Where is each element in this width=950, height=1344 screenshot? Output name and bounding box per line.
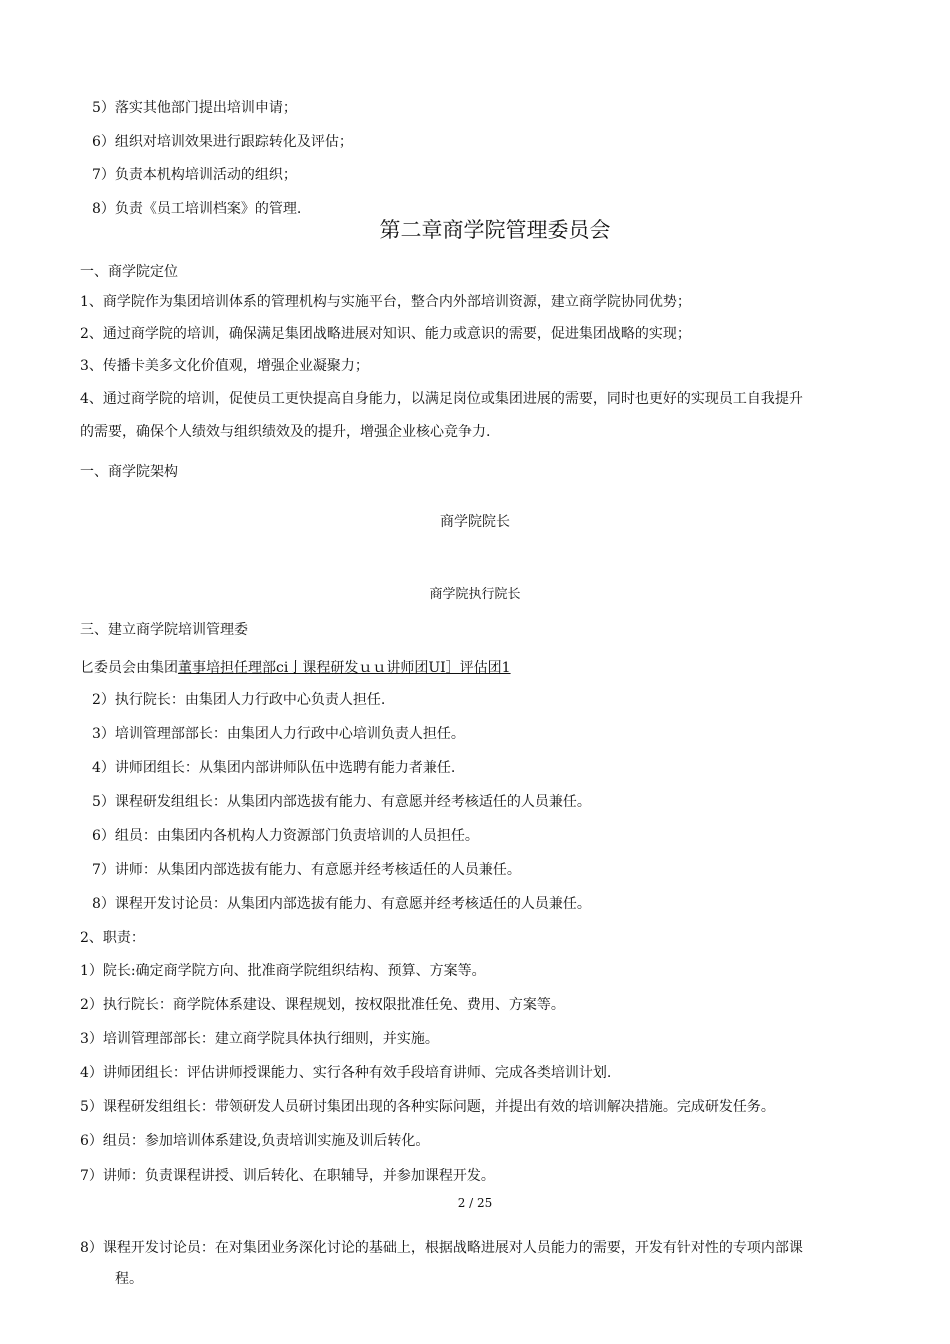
duties-heading: 2、职责： — [80, 930, 145, 946]
list-item: 7）讲师：负责课程讲授、训后转化、在职辅导，并参加课程开发。 — [80, 1168, 495, 1184]
list-item: 6）组员：由集团内各机构人力资源部门负责培训的人员担任。 — [92, 828, 479, 844]
list-item: 3）培训管理部部长：由集团人力行政中心培训负责人担任。 — [92, 726, 465, 742]
chapter-title: 第二章商学院管理委员会 — [379, 218, 611, 242]
list-item: 6）组织对培训效果进行跟踪转化及评估； — [92, 134, 353, 150]
list-item: 4）讲师团组长：评估讲师授课能力、实行各种有效手段培育讲师、完成各类培训计划. — [80, 1065, 612, 1081]
list-item: 7）负责本机构培训活动的组织； — [92, 167, 297, 183]
garbled-prefix: 匕委员会由集团 — [80, 660, 178, 676]
list-item: 8）负责《员工培训档案》的管理. — [92, 201, 302, 217]
list-item: 5）落实其他部门提出培训申请； — [92, 100, 297, 116]
paragraph-line: 1、商学院作为集团培训体系的管理机构与实施平台，整合内外部培训资源，建立商学院协同优势； — [80, 294, 691, 310]
org-chart-top-node: 商学院院长 — [440, 514, 510, 530]
list-item: 3）培训管理部部长：建立商学院具体执行细则，并实施。 — [80, 1031, 439, 1047]
org-chart-second-node: 商学院执行院长 — [429, 587, 521, 602]
garbled-underlined: 董事培担任理部ci亅课程研发ｕｕ讲师团UI］评估团1 — [178, 660, 511, 676]
garbled-line — [80, 658, 511, 678]
list-item: 2）执行院长：由集团人力行政中心负责人担任. — [92, 692, 386, 708]
list-item: 6）组员：参加培训体系建设,负责培训实施及训后转化。 — [80, 1133, 430, 1149]
list-item: 8）课程开发讨论员：从集团内部选拔有能力、有意愿并经考核适任的人员兼任。 — [92, 896, 591, 912]
list-item: 2）执行院长：商学院体系建设、课程规划，按权限批准任免、费用、方案等。 — [80, 997, 565, 1013]
paragraph-line: 程。 — [115, 1271, 143, 1287]
paragraph-line: 4、通过商学院的培训，促使员工更快提高自身能力，以满足岗位或集团进展的需要，同时也更好的实现员工自我提升 — [80, 391, 803, 407]
list-item: 7）讲师：从集团内部选拔有能力、有意愿并经考核适任的人员兼任。 — [92, 862, 521, 878]
section-heading: 一、商学院定位 — [80, 264, 178, 280]
paragraph-line: 3、传播卡美多文化价值观，增强企业凝聚力； — [80, 358, 369, 374]
page-number: 2 / 25 — [457, 1196, 493, 1210]
list-item: 1）院长:确定商学院方向、批准商学院组织结构、预算、方案等。 — [80, 963, 486, 979]
list-item: 5）课程研发组组长：从集团内部选拔有能力、有意愿并经考核适任的人员兼任。 — [92, 794, 591, 810]
list-item: 5）课程研发组组长：带领研发人员研讨集团出现的各种实际问题，并提出有效的培训解决措施。完成研发任务。 — [80, 1099, 775, 1115]
list-item: 4）讲师团组长：从集团内部讲师队伍中选聘有能力者兼任. — [92, 760, 456, 776]
paragraph-line: 的需要，确保个人绩效与组织绩效及的提升，增强企业核心竞争力. — [80, 424, 491, 440]
paragraph-line: 2、通过商学院的培训，确保满足集团战略进展对知识、能力或意识的需要，促进集团战略的实现； — [80, 326, 691, 342]
section-heading: 一、商学院架构 — [80, 464, 178, 480]
section-heading: 三、建立商学院培训管理委 — [80, 622, 248, 638]
paragraph-line: 8）课程开发讨论员：在对集团业务深化讨论的基础上，根据战略进展对人员能力的需要，开发有针对性的专项内部课 — [80, 1240, 803, 1256]
